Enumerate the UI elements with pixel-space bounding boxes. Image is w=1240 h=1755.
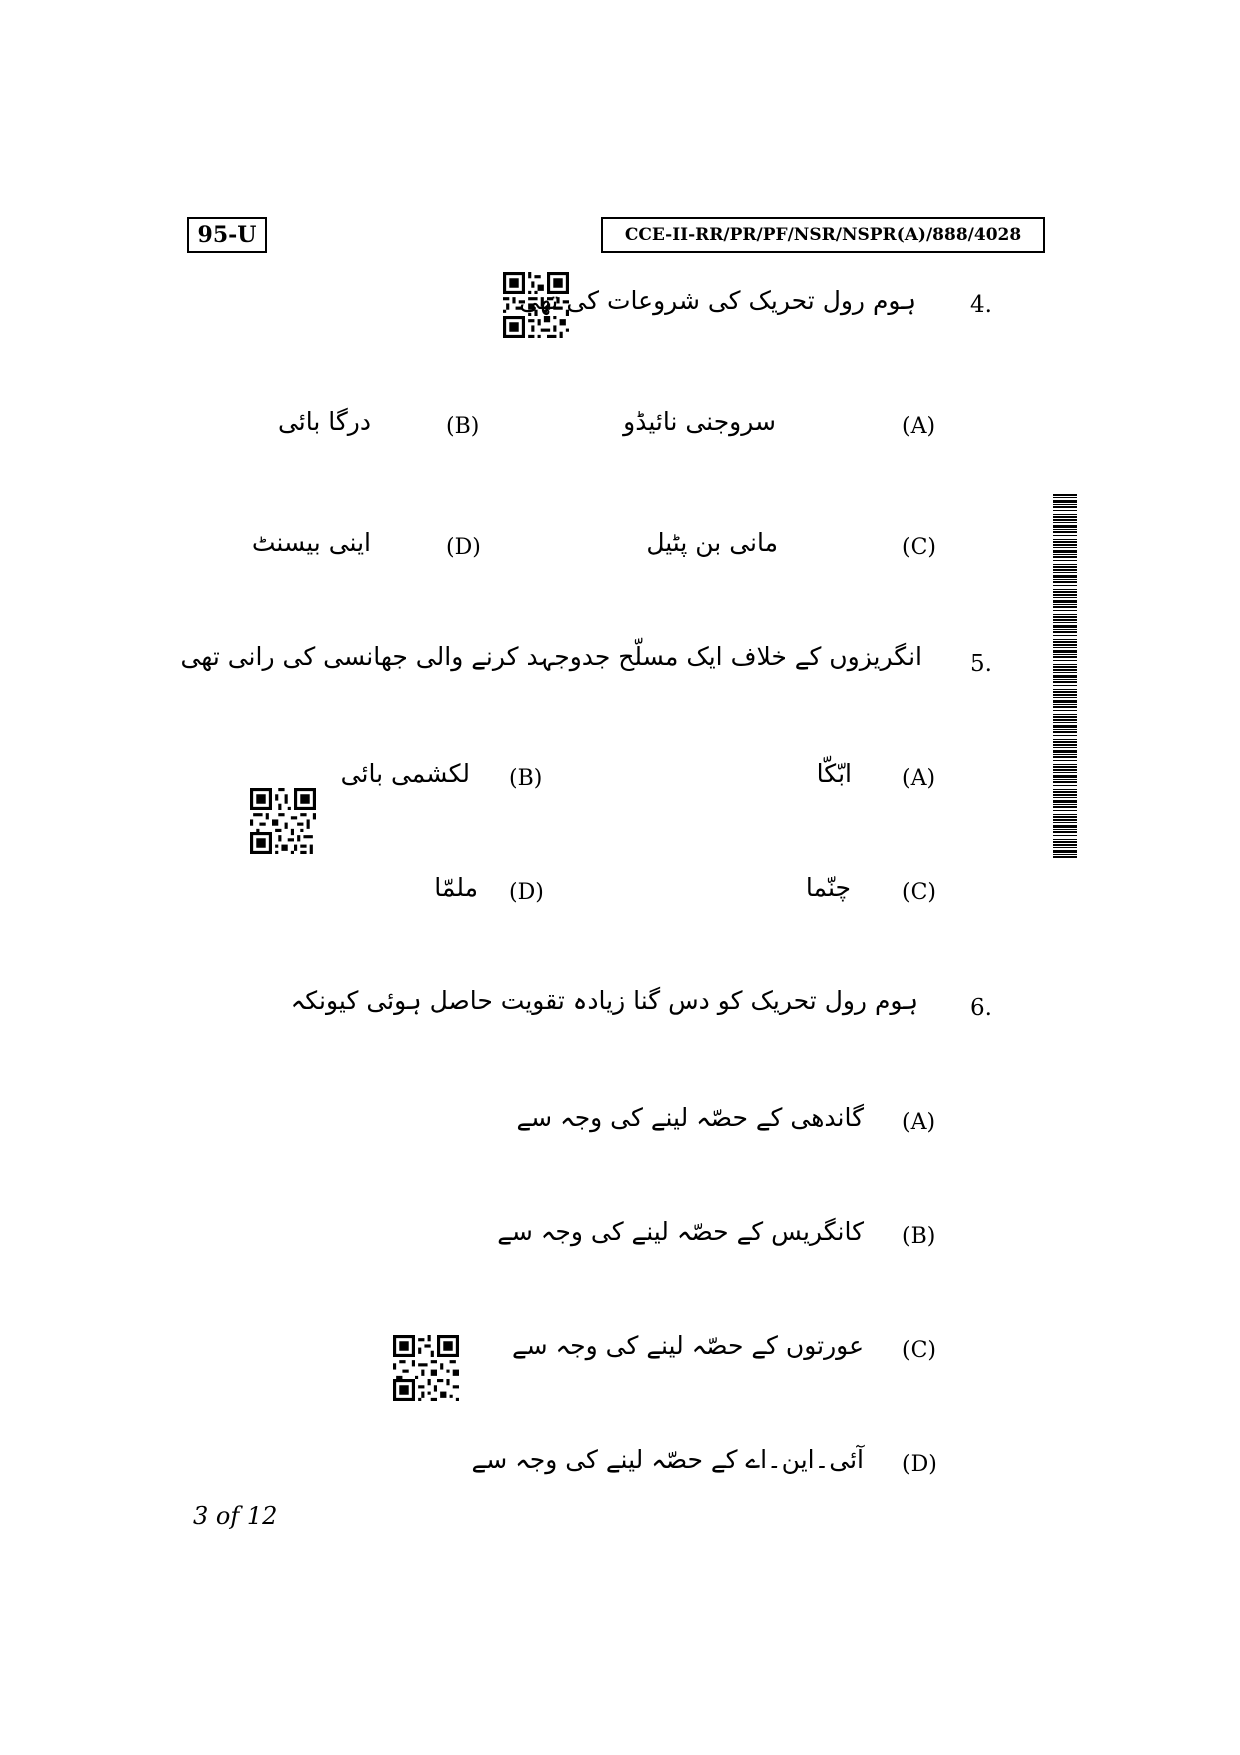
barcode-stripe bbox=[1053, 716, 1077, 718]
barcode-stripe bbox=[1053, 504, 1077, 505]
barcode-stripe bbox=[1053, 550, 1077, 553]
barcode-stripe bbox=[1053, 829, 1077, 830]
question-6-text: ہوم رول تحریک کو دس گنا زیادہ تقویت حاصل ہوئی کیونکہ bbox=[290, 986, 918, 1015]
barcode-stripe bbox=[1053, 754, 1077, 755]
barcode-stripe bbox=[1053, 660, 1077, 661]
q6-option-d-text: آئی۔این۔اے کے حصّہ لینے کی وجہ سے bbox=[471, 1445, 864, 1474]
barcode-stripe bbox=[1053, 785, 1077, 786]
barcode-stripe bbox=[1053, 794, 1077, 796]
q5-option-d-label: (D) bbox=[509, 880, 544, 905]
q4-option-b-text: درگا بائی bbox=[277, 407, 371, 436]
barcode-stripe bbox=[1053, 850, 1077, 853]
page-number: 3 of 12 bbox=[193, 1502, 278, 1530]
q4-option-d-label: (D) bbox=[446, 535, 481, 560]
barcode-stripe bbox=[1053, 566, 1077, 568]
barcode-stripe bbox=[1053, 641, 1077, 643]
q4-option-c-text: مانی بن پٹیل bbox=[646, 528, 778, 557]
barcode-stripe bbox=[1053, 679, 1077, 680]
barcode-stripe bbox=[1053, 791, 1077, 793]
barcode-stripe bbox=[1053, 854, 1077, 855]
barcode-stripe bbox=[1053, 610, 1077, 611]
barcode-stripe bbox=[1053, 579, 1077, 580]
barcode-stripe bbox=[1053, 644, 1077, 646]
barcode-stripe bbox=[1053, 581, 1077, 583]
barcode bbox=[1053, 494, 1077, 860]
barcode-stripe bbox=[1053, 500, 1077, 503]
barcode-stripe bbox=[1053, 544, 1077, 546]
question-6-number: 6. bbox=[970, 995, 992, 1021]
barcode-stripe bbox=[1053, 635, 1077, 636]
barcode-stripe bbox=[1053, 572, 1077, 573]
barcode-stripe bbox=[1053, 631, 1077, 633]
barcode-stripe bbox=[1053, 647, 1077, 648]
barcode-stripe bbox=[1053, 516, 1077, 518]
barcode-stripe bbox=[1053, 675, 1077, 678]
q5-option-b-label: (B) bbox=[509, 766, 543, 791]
barcode-stripe bbox=[1053, 669, 1077, 671]
barcode-stripe bbox=[1053, 814, 1077, 815]
barcode-stripe bbox=[1053, 700, 1077, 703]
barcode-stripe bbox=[1053, 494, 1077, 496]
q6-option-c-label: (C) bbox=[902, 1338, 936, 1363]
barcode-stripe bbox=[1053, 650, 1077, 653]
barcode-stripe bbox=[1053, 529, 1077, 530]
barcode-stripe bbox=[1053, 835, 1077, 836]
barcode-stripe bbox=[1053, 685, 1077, 686]
barcode-stripe bbox=[1053, 856, 1077, 858]
barcode-stripe bbox=[1053, 600, 1077, 603]
q5-option-d-text: ملمّا bbox=[434, 873, 478, 902]
barcode-stripe bbox=[1053, 525, 1077, 528]
barcode-stripe bbox=[1053, 694, 1077, 696]
barcode-stripe bbox=[1053, 779, 1077, 780]
barcode-stripe bbox=[1053, 731, 1077, 733]
barcode-stripe bbox=[1053, 594, 1077, 596]
barcode-stripe bbox=[1053, 739, 1077, 740]
barcode-stripe bbox=[1053, 619, 1077, 621]
barcode-stripe bbox=[1053, 510, 1077, 511]
barcode-stripe bbox=[1053, 841, 1077, 843]
barcode-stripe bbox=[1053, 781, 1077, 783]
qr-code-icon bbox=[393, 1335, 459, 1401]
barcode-stripe bbox=[1053, 775, 1077, 778]
barcode-stripe bbox=[1053, 764, 1077, 765]
q6-option-a-label: (A) bbox=[902, 1110, 936, 1135]
barcode-stripe bbox=[1053, 535, 1077, 536]
barcode-stripe bbox=[1053, 666, 1077, 668]
q5-option-a-text: ابّکّا bbox=[816, 759, 852, 788]
barcode-stripe bbox=[1053, 804, 1077, 805]
paper-code: CCE-II-RR/PR/PF/NSR/NSPR(A)/888/4028 bbox=[601, 217, 1045, 253]
barcode-stripe bbox=[1053, 541, 1077, 543]
q6-option-c-text: عورتوں کے حصّہ لینے کی وجہ سے bbox=[511, 1331, 864, 1360]
barcode-stripe bbox=[1053, 589, 1077, 590]
barcode-stripe bbox=[1053, 719, 1077, 721]
barcode-stripe bbox=[1053, 585, 1077, 586]
barcode-stripe bbox=[1053, 606, 1077, 608]
barcode-stripe bbox=[1053, 569, 1077, 571]
barcode-stripe bbox=[1053, 597, 1077, 598]
q6-option-b-label: (B) bbox=[902, 1224, 936, 1249]
barcode-stripe bbox=[1053, 831, 1077, 833]
barcode-stripe bbox=[1053, 672, 1077, 673]
barcode-stripe bbox=[1053, 604, 1077, 605]
barcode-stripe bbox=[1053, 741, 1077, 743]
barcode-stripe bbox=[1053, 681, 1077, 683]
barcode-stripe bbox=[1053, 760, 1077, 761]
barcode-stripe bbox=[1053, 654, 1077, 655]
barcode-stripe bbox=[1053, 629, 1077, 630]
barcode-stripe bbox=[1053, 797, 1077, 798]
barcode-stripe bbox=[1053, 639, 1077, 640]
barcode-stripe bbox=[1053, 704, 1077, 705]
q4-option-d-text: اینی بیسنٹ bbox=[251, 528, 371, 557]
barcode-stripe bbox=[1053, 772, 1077, 773]
q4-option-b-label: (B) bbox=[446, 414, 480, 439]
barcode-stripe bbox=[1053, 519, 1077, 521]
barcode-stripe bbox=[1053, 729, 1077, 730]
q6-option-d-label: (D) bbox=[902, 1452, 937, 1477]
barcode-stripe bbox=[1053, 689, 1077, 690]
barcode-stripe bbox=[1053, 547, 1077, 548]
barcode-stripe bbox=[1053, 714, 1077, 715]
barcode-stripe bbox=[1053, 506, 1077, 508]
q5-option-b-text: لکشمی بائی bbox=[340, 759, 470, 788]
barcode-stripe bbox=[1053, 539, 1077, 540]
barcode-stripe bbox=[1053, 522, 1077, 523]
barcode-stripe bbox=[1053, 839, 1077, 840]
barcode-stripe bbox=[1053, 497, 1077, 498]
question-5-text: انگریزوں کے خلاف ایک مسلّح جدوجہد کرنے والی جھانسی کی رانی تھی bbox=[180, 642, 922, 671]
barcode-stripe bbox=[1053, 789, 1077, 790]
barcode-stripe bbox=[1053, 844, 1077, 846]
booklet-code: 95-U bbox=[187, 217, 267, 253]
barcode-stripe bbox=[1053, 556, 1077, 558]
q4-option-a-text: سروجنی نائیڈو bbox=[623, 407, 776, 436]
q5-option-c-text: چنّما bbox=[805, 873, 851, 902]
barcode-stripe bbox=[1053, 560, 1077, 561]
barcode-stripe bbox=[1053, 622, 1077, 623]
barcode-stripe bbox=[1053, 810, 1077, 811]
barcode-stripe bbox=[1053, 554, 1077, 555]
q5-option-a-label: (A) bbox=[902, 766, 936, 791]
barcode-stripe bbox=[1053, 744, 1077, 746]
q6-option-a-text: گاندھی کے حصّہ لینے کی وجہ سے bbox=[516, 1103, 864, 1132]
barcode-stripe bbox=[1053, 616, 1077, 618]
barcode-stripe bbox=[1053, 847, 1077, 848]
q4-option-c-label: (C) bbox=[902, 535, 936, 560]
barcode-stripe bbox=[1053, 656, 1077, 658]
barcode-icon bbox=[1053, 494, 1077, 860]
barcode-stripe bbox=[1053, 706, 1077, 708]
barcode-stripe bbox=[1053, 614, 1077, 615]
barcode-stripe bbox=[1053, 735, 1077, 736]
barcode-stripe bbox=[1053, 800, 1077, 803]
q4-option-a-label: (A) bbox=[902, 414, 936, 439]
barcode-stripe bbox=[1053, 697, 1077, 698]
barcode-stripe bbox=[1053, 710, 1077, 711]
barcode-stripe bbox=[1053, 691, 1077, 693]
barcode-stripe bbox=[1053, 822, 1077, 823]
question-4-text: ہوم رول تحریک کی شروعات کی تھی bbox=[519, 286, 916, 315]
barcode-stripe bbox=[1053, 725, 1077, 728]
barcode-stripe bbox=[1053, 825, 1077, 828]
barcode-stripe bbox=[1053, 514, 1077, 515]
question-4-number: 4. bbox=[970, 292, 992, 318]
q6-option-b-text: کانگریس کے حصّہ لینے کی وجہ سے bbox=[497, 1217, 864, 1246]
barcode-stripe bbox=[1053, 806, 1077, 808]
barcode-stripe bbox=[1053, 750, 1077, 753]
barcode-stripe bbox=[1053, 591, 1077, 593]
barcode-stripe bbox=[1053, 664, 1077, 665]
barcode-stripe bbox=[1053, 625, 1077, 628]
barcode-stripe bbox=[1053, 766, 1077, 768]
question-5-number: 5. bbox=[970, 651, 992, 677]
q5-option-c-label: (C) bbox=[902, 880, 936, 905]
barcode-stripe bbox=[1053, 564, 1077, 565]
barcode-stripe bbox=[1053, 531, 1077, 533]
barcode-stripe bbox=[1053, 722, 1077, 723]
barcode-stripe bbox=[1053, 819, 1077, 821]
qr-code-icon bbox=[250, 788, 316, 854]
barcode-stripe bbox=[1053, 747, 1077, 748]
barcode-stripe bbox=[1053, 575, 1077, 578]
barcode-stripe bbox=[1053, 769, 1077, 771]
barcode-stripe bbox=[1053, 756, 1077, 758]
barcode-stripe bbox=[1053, 816, 1077, 818]
